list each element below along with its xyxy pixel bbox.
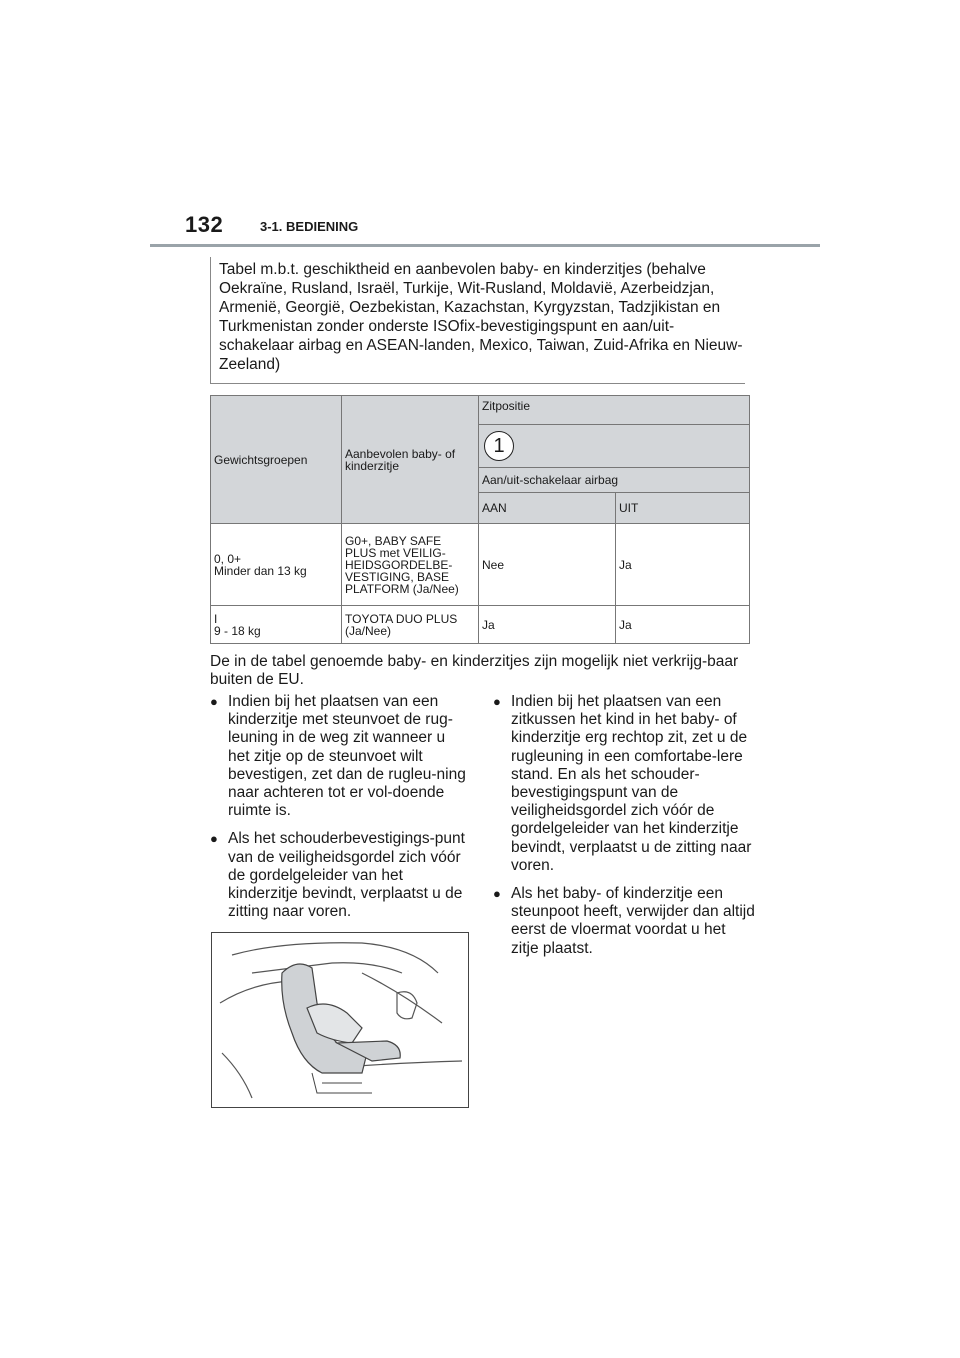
weight-group: I	[214, 611, 218, 626]
availability-note: De in de tabel genoemde baby- en kinderzitjes zijn mogelijk niet verkrijg-baar buiten de EU.	[210, 653, 739, 688]
recommended-seat-cell: TOYOTA DUO PLUS (Ja/Nee)	[342, 606, 479, 644]
list-item: ● Indien bij het plaatsen van een kinderzitje met steunvoet de rug-leuning in de weg zit wanneer u het zitje op de steunvoet wilt bevestigen, zet dan de rugleu-ning naar achteren tot er vol-doende ruimte is.	[210, 693, 470, 820]
weight-group-cell	[211, 606, 342, 644]
header-recommended-seat: Aanbevolen baby- of kinderzitje	[342, 396, 479, 524]
weight-range: 9 - 18 kg	[214, 623, 261, 638]
header-airbag-off: UIT	[616, 493, 750, 524]
header-seat-position: Zitpositie	[479, 396, 750, 425]
seat-position-1-icon: 1	[484, 431, 514, 461]
seat-position-cell	[479, 425, 750, 468]
list-item: ● Als het schouderbevestigings-punt van de veiligheidsgordel zich vóór de gordelgeleider van het kinderzitje bevindt, verplaatst u de zitting naar voren.	[210, 830, 470, 921]
bullet-list-left	[210, 693, 470, 931]
weight-group-cell	[211, 524, 342, 606]
airbag-on-cell: Ja	[479, 606, 616, 644]
bullet-list-right	[493, 693, 755, 968]
weight-range: Minder dan 13 kg	[214, 563, 307, 578]
section-title: 3-1. BEDIENING	[260, 219, 359, 234]
header-airbag-on: AAN	[479, 493, 616, 524]
car-seat-drawing-icon	[212, 933, 468, 1107]
header-airbag-switch: Aan/uit-schakelaar airbag	[479, 468, 750, 493]
airbag-off-cell: Ja	[616, 524, 750, 606]
weight-group: 0, 0+	[214, 551, 242, 566]
list-item: ● Indien bij het plaatsen van een zitkussen het kind in het baby- of kinderzitje erg rechtop zit, zet u de rugleuning in een comfortabe-lere stand. En als het schouder-bevestigingspunt van de veiligheidsgordel zich vóór de gordelgeleider van het kinderzitje bevindt, verplaatst u de zitting naar voren.	[493, 693, 755, 875]
list-item: ● Als het baby- of kinderzitje een steunpoot heeft, verwijder dan altijd eerst de vloermat voordat u het zitje plaatst.	[493, 885, 755, 958]
table-caption: Tabel m.b.t. geschiktheid en aanbevolen baby- en kinderzitjes (behalve Oekraïne, Rusland, Israël, Turkije, Wit-Rusland, Moldavië, Azerbeidzjan, Armenië, Georgië, Oezbekistan, Kazachstan, Kyrgyzstan, Tadzjikistan en Turkmenistan zonder onderste ISOfix-bevestigingspunt en aan/uit-schakelaar airbag en ASEAN-landen, Mexico, Taiwan, Zuid-Afrika en Nieuw-Zeeland)	[210, 257, 745, 384]
child-seat-illustration	[211, 932, 469, 1108]
header-weight-groups: Gewichtsgroepen	[211, 396, 342, 524]
page-number: 132	[185, 212, 224, 237]
airbag-on-cell: Nee	[479, 524, 616, 606]
table-row	[211, 606, 750, 644]
airbag-off-cell: Ja	[616, 606, 750, 644]
child-seat-table	[210, 395, 750, 644]
header-rule	[150, 244, 820, 247]
recommended-seat-cell: G0+, BABY SAFE PLUS met VEILIG-HEIDSGORDELBE-VESTIGING, BASE PLATFORM (Ja/Nee)	[342, 524, 479, 606]
table-row	[211, 524, 750, 606]
